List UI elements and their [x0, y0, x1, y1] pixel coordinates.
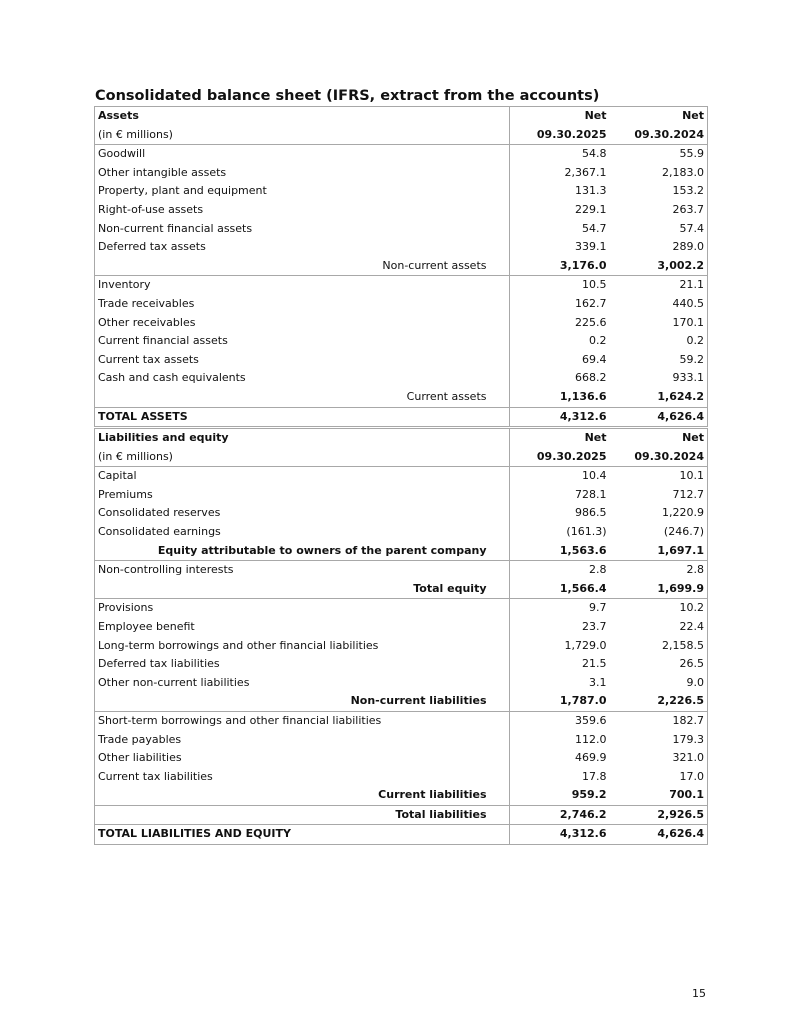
- col2-header-top: Net: [610, 107, 708, 126]
- total-liabilities-row: [95, 805, 708, 825]
- total-liabilities-equity-row: [95, 825, 708, 845]
- table-row: [95, 164, 708, 183]
- subtotal-label: Non-current liabilities: [95, 692, 490, 711]
- table-row: [95, 467, 708, 486]
- row-value-2024: (246.7): [610, 523, 708, 542]
- row-value-2024: 21.1: [610, 276, 708, 295]
- row-label: Trade payables: [95, 731, 490, 750]
- table-row: [95, 238, 708, 257]
- row-value-2025: 69.4: [582, 352, 607, 366]
- row-value-2024: 10.2: [610, 599, 708, 618]
- subtotal-label: Non-current assets: [95, 257, 490, 276]
- row-value-2025: 2.8: [510, 561, 610, 580]
- table-row: [95, 145, 708, 164]
- subtotal-value-2025: 3,176.0: [559, 258, 607, 272]
- row-value-2024: 321.0: [610, 749, 708, 768]
- row-value-2025: 23.7: [582, 619, 607, 633]
- row-label: Current tax assets: [95, 351, 490, 370]
- subtotal-value-2024: 2,926.5: [610, 805, 708, 825]
- row-value-2024: 263.7: [610, 201, 708, 220]
- table-row: [95, 351, 708, 370]
- table-row: [95, 314, 708, 333]
- row-label: Property, plant and equipment: [95, 182, 490, 201]
- subtotal-row: [95, 257, 708, 276]
- subtotal-value-2025: 2,746.2: [510, 805, 610, 825]
- subtotal-value-2024: 700.1: [610, 786, 708, 805]
- row-label: Inventory: [95, 276, 490, 295]
- row-value-2024: 153.2: [610, 182, 708, 201]
- table-row: [95, 332, 708, 351]
- row-value-2024: 26.5: [610, 655, 708, 674]
- subtotal-value-2024: 3,002.2: [610, 257, 708, 276]
- row-label: Consolidated reserves: [95, 504, 490, 523]
- row-label: Cash and cash equivalents: [95, 369, 490, 388]
- unit-label: (in € millions): [95, 126, 490, 145]
- total-label: TOTAL LIABILITIES AND EQUITY: [95, 825, 490, 845]
- row-value-2025: 1,729.0: [564, 638, 607, 652]
- table-row: [95, 711, 708, 730]
- row-label: Current tax liabilities: [95, 768, 490, 787]
- total-value-2024: 4,626.4: [610, 407, 708, 427]
- table-row: [95, 749, 708, 768]
- table-row: [95, 599, 708, 618]
- total-assets-row: [95, 407, 708, 427]
- page-number: 15: [692, 987, 706, 1000]
- total-value-2025: 4,312.6: [510, 825, 610, 845]
- row-value-2025: 2,367.1: [564, 165, 607, 179]
- row-label: Other receivables: [95, 314, 490, 333]
- row-value-2025: 359.6: [510, 711, 610, 730]
- row-value-2024: 1,220.9: [610, 504, 708, 523]
- col1-header-date: 09.30.2025: [536, 449, 607, 463]
- row-value-2025: 339.1: [575, 240, 607, 254]
- row-value-2025: 9.7: [510, 599, 610, 618]
- col2-header-top: Net: [610, 429, 708, 448]
- row-value-2024: 57.4: [610, 220, 708, 239]
- table-row: [95, 369, 708, 388]
- liabilities-header-label: Liabilities and equity: [95, 429, 490, 448]
- liabilities-table: [94, 428, 708, 845]
- row-value-2025: 225.6: [575, 315, 607, 329]
- row-value-2025: 17.8: [582, 769, 607, 783]
- row-label: Short-term borrowings and other financial liabilities: [95, 711, 490, 730]
- total-value-2024: 4,626.4: [610, 825, 708, 845]
- row-value-2024: 10.1: [610, 467, 708, 486]
- col1-header-top: Net: [510, 107, 610, 126]
- row-value-2024: 17.0: [610, 768, 708, 787]
- page-title: Consolidated balance sheet (IFRS, extract from the accounts): [95, 88, 600, 104]
- row-value-2024: 933.1: [610, 369, 708, 388]
- col1-header-date: 09.30.2025: [536, 127, 607, 141]
- row-value-2025: 229.1: [575, 202, 607, 216]
- row-value-2024: 55.9: [610, 145, 708, 164]
- row-label: Deferred tax liabilities: [95, 655, 490, 674]
- subtotal-label: Total liabilities: [95, 805, 490, 825]
- row-value-2025: 3.1: [589, 675, 607, 689]
- row-value-2024: 440.5: [610, 295, 708, 314]
- subtotal-label: Equity attributable to owners of the parent company: [95, 542, 490, 561]
- row-value-2025: 668.2: [575, 371, 607, 385]
- table-row: [95, 504, 708, 523]
- row-value-2025: 162.7: [575, 296, 607, 310]
- noncurrent-liabilities-row: [95, 692, 708, 711]
- subtotal-value-2025: 1,563.6: [559, 543, 607, 557]
- row-label: Deferred tax assets: [95, 238, 490, 257]
- subtotal-value-2024: 1,624.2: [610, 388, 708, 407]
- equity-parent-row: [95, 542, 708, 561]
- row-value-2024: 179.3: [610, 731, 708, 750]
- row-label: Consolidated earnings: [95, 523, 490, 542]
- table-row: [95, 523, 708, 542]
- row-value-2025: 54.7: [582, 221, 607, 235]
- row-value-2024: 712.7: [610, 486, 708, 505]
- table-row: [95, 295, 708, 314]
- row-label: Non-controlling interests: [95, 561, 490, 580]
- subtotal-label: Current liabilities: [95, 786, 490, 805]
- col2-header-date: 09.30.2024: [610, 126, 708, 145]
- assets-header-row: [95, 107, 708, 126]
- subtotal-value-2025: 1,136.6: [559, 389, 607, 403]
- row-value-2025: 10.5: [510, 276, 610, 295]
- row-value-2025: 112.0: [575, 732, 607, 746]
- table-row: [95, 486, 708, 505]
- subtotal-value-2024: 1,699.9: [610, 580, 708, 599]
- row-label: Right-of-use assets: [95, 201, 490, 220]
- row-value-2024: 59.2: [610, 351, 708, 370]
- liabilities-header-row: [95, 429, 708, 448]
- total-value-2025: 4,312.6: [510, 407, 610, 427]
- row-value-2025: 986.5: [575, 506, 607, 520]
- table-row: [95, 561, 708, 580]
- row-value-2025: 54.8: [510, 145, 610, 164]
- table-row: [95, 220, 708, 239]
- row-label: Provisions: [95, 599, 490, 618]
- subtotal-label: Current assets: [95, 388, 490, 407]
- subtotal-value-2024: 1,697.1: [610, 542, 708, 561]
- subtotal-value-2025: 1,566.4: [559, 581, 607, 595]
- assets-table: [94, 106, 708, 427]
- row-label: Other liabilities: [95, 749, 490, 768]
- subtotal-row: [95, 388, 708, 407]
- unit-label: (in € millions): [95, 448, 490, 467]
- row-label: Other intangible assets: [95, 164, 490, 183]
- row-label: Capital: [95, 467, 490, 486]
- total-equity-row: [95, 580, 708, 599]
- liabilities-unit-row: [95, 448, 708, 467]
- row-value-2024: 22.4: [610, 618, 708, 637]
- row-value-2024: 170.1: [610, 314, 708, 333]
- total-label: TOTAL ASSETS: [95, 407, 490, 427]
- subtotal-label: Total equity: [95, 580, 490, 599]
- table-row: [95, 201, 708, 220]
- table-row: [95, 655, 708, 674]
- col2-header-date: 09.30.2024: [610, 448, 708, 467]
- table-row: [95, 618, 708, 637]
- row-label: Premiums: [95, 486, 490, 505]
- assets-unit-row: [95, 126, 708, 145]
- table-row: [95, 182, 708, 201]
- row-value-2024: 2.8: [610, 561, 708, 580]
- row-value-2025: (161.3): [566, 524, 607, 538]
- row-value-2024: 182.7: [610, 711, 708, 730]
- row-label: Long-term borrowings and other financial liabilities: [95, 637, 490, 656]
- row-value-2025: 728.1: [575, 487, 607, 501]
- row-label: Non-current financial assets: [95, 220, 490, 239]
- row-label: Other non-current liabilities: [95, 674, 490, 693]
- col1-header-top: Net: [510, 429, 610, 448]
- table-row: [95, 731, 708, 750]
- row-label: Employee benefit: [95, 618, 490, 637]
- row-value-2025: 21.5: [582, 657, 607, 671]
- current-liabilities-row: [95, 786, 708, 805]
- row-value-2025: 0.2: [589, 334, 607, 348]
- table-row: [95, 674, 708, 693]
- row-value-2024: 2,158.5: [610, 637, 708, 656]
- row-value-2024: 0.2: [610, 332, 708, 351]
- table-row: [95, 276, 708, 295]
- row-value-2025: 469.9: [575, 751, 607, 765]
- row-label: Goodwill: [95, 145, 490, 164]
- table-row: [95, 637, 708, 656]
- row-value-2025: 131.3: [575, 184, 607, 198]
- row-value-2024: 9.0: [610, 674, 708, 693]
- subtotal-value-2025: 959.2: [571, 788, 607, 802]
- row-value-2024: 289.0: [610, 238, 708, 257]
- row-value-2025: 10.4: [510, 467, 610, 486]
- row-value-2024: 2,183.0: [610, 164, 708, 183]
- table-row: [95, 768, 708, 787]
- subtotal-value-2025: 1,787.0: [559, 694, 607, 708]
- subtotal-value-2024: 2,226.5: [610, 692, 708, 711]
- row-label: Current financial assets: [95, 332, 490, 351]
- row-label: Trade receivables: [95, 295, 490, 314]
- assets-header-label: Assets: [95, 107, 490, 126]
